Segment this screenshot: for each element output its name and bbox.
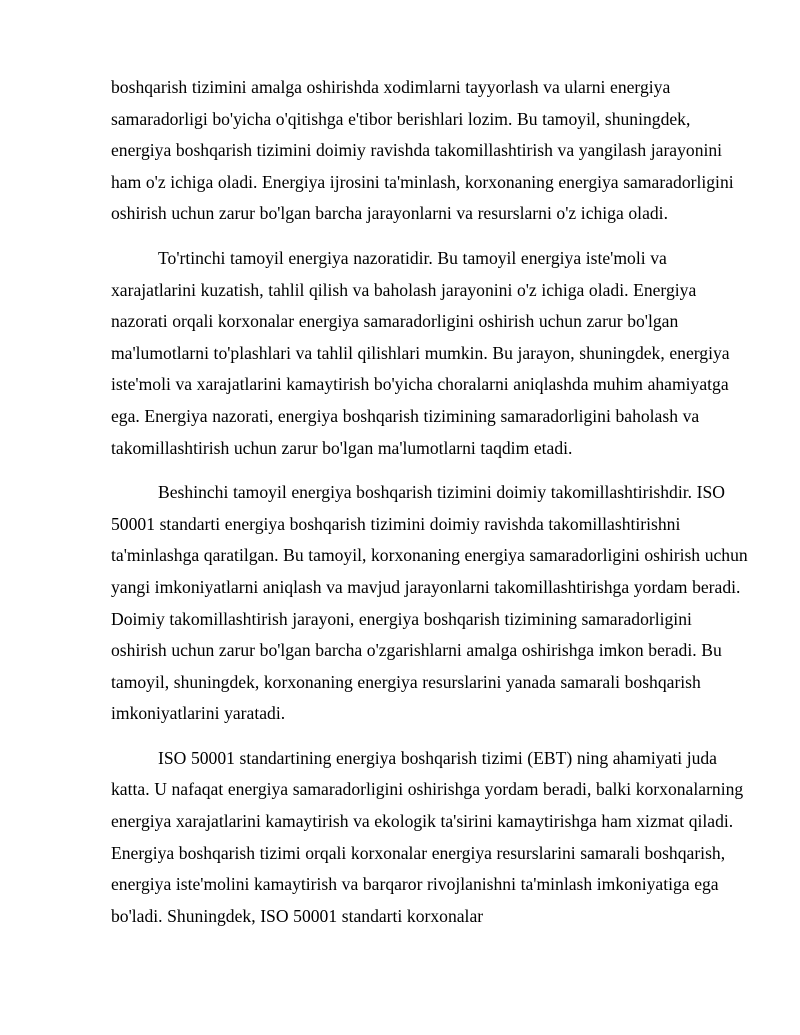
paragraph-1: boshqarish tizimini amalga oshirishda xodimlarni tayyorlash va ularni energiya samaradorligi bo'yicha o'qitishga e'tibor berishlari lozim. Bu tamoyil, shuningdek, energiya boshqarish tizimini doimiy ravishda takomillashtirish va yangilash jarayonini ham o'z ichiga oladi. Energiya ijrosini ta'minlash, korxonaning energiya samaradorligini oshirish uchun zarur bo'lgan barcha jarayonlarni va resurslarni o'z ichiga oladi. <box>111 77 734 224</box>
paragraph-4: ISO 50001 standartining energiya boshqarish tizimi (EBT) ning ahamiyati juda katta. U nafaqat energiya samaradorligini oshirishga yordam beradi, balki korxonalarning energiya xarajatlarini kamaytirish va ekologik ta'sirini kamaytirishga ham xizmat qiladi. Energiya boshqarish tizimi orqali korxonalar energiya resurslarini samarali boshqarish, energiya iste'molini kamaytirish va barqaror rivojlanishni ta'minlash imkoniyatiga ega bo'ladi. Shuningdek, ISO 50001 standarti korxonalar <box>111 747 744 926</box>
document-body <box>111 72 751 945</box>
paragraph-2: To'rtinchi tamoyil energiya nazoratidir. Bu tamoyil energiya iste'moli va xarajatlarini kuzatish, tahlil qilish va baholash jarayonini o'z ichiga oladi. Energiya nazorati orqali korxonalar energiya samaradorligini oshirish uchun zarur bo'lgan ma'lumotlarni to'plashlari va tahlil qilishlari mumkin. Bu jarayon, shuningdek, energiya iste'moli va xarajatlarini kamaytirish bo'yicha choralarni aniqlashda muhim ahamiyatga ega. Energiya nazorati, energiya boshqarish tizimining samaradorligini baholash va takomillashtirish uchun zarur bo'lgan ma'lumotlarni taqdim etadi. <box>111 247 730 458</box>
paragraph-3: Beshinchi tamoyil energiya boshqarish tizimini doimiy takomillashtirishdir. ISO 50001 standarti energiya boshqarish tizimini doimiy ravishda takomillashtirishni ta'minlashga qaratilgan. Bu tamoyil, korxonaning energiya samaradorligini oshirish uchun yangi imkoniyatlarni aniqlash va mavjud jarayonlarni takomillashtirishga yordam beradi. Doimiy takomillashtirish jarayoni, energiya boshqarish tizimining samaradorligini oshirish uchun zarur bo'lgan barcha o'zgarishlarni amalga oshirishga imkon beradi. Bu tamoyil, shuningdek, korxonaning energiya resurslarini yanada samarali boshqarish imkoniyatlarini yaratadi. <box>111 482 748 724</box>
